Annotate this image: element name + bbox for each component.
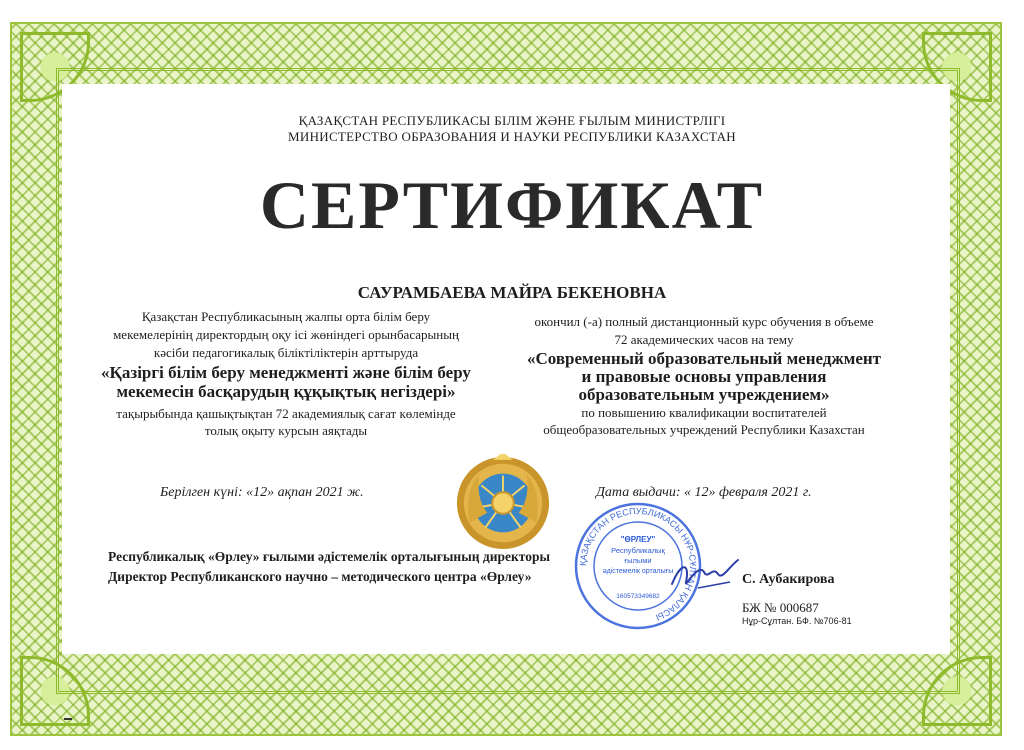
kz-text-line: мекемелерінің директордың оқу ісі жөніндегі орынбасарының xyxy=(113,327,459,342)
kz-text-line: тақырыбында қашықтықтан 72 академиялық сағат көлемінде xyxy=(116,406,456,421)
issue-date-ru: Дата выдачи: « 12» февраля 2021 г. xyxy=(596,485,812,500)
director-signature xyxy=(668,554,742,594)
recipient-name: САУРАМБАЕВА МАЙРА БЕКЕНОВНА xyxy=(357,283,667,302)
ru-course-title: образовательным учреждением» xyxy=(578,385,830,404)
ru-course-title: «Современный образовательный менеджмент xyxy=(526,349,882,368)
stamp-center-text: Республикалық xyxy=(611,546,665,555)
ru-text-line: по повышению квалификации воспитателей xyxy=(581,405,827,420)
ru-text-line: окончил (-а) полный дистанционный курс обучения в объеме xyxy=(534,314,874,329)
ru-text-line: общеобразовательных учреждений Республики Казахстан xyxy=(543,422,865,437)
kz-text-line: кәсіби педагогикалық біліктіліктерін арттыруда xyxy=(153,345,419,360)
director-title-ru: Директор Республиканского научно – методического центра «Өрлеу» xyxy=(108,569,532,584)
kz-text-line: Қазақстан Республикасының жалпы орта білім беру xyxy=(141,309,431,324)
director-title-kz: Республикалық «Өрлеу» ғылыми әдістемелік орталығының директоры xyxy=(108,549,551,564)
certificate-title: СЕРТИФИКАТ xyxy=(259,167,765,243)
certificate-number: БЖ № 000687 xyxy=(742,600,819,615)
kz-course-title: мекемесін басқарудың құқықтық негіздері» xyxy=(116,382,456,401)
ru-course-title: и правовые основы управления xyxy=(581,367,827,386)
kz-course-title: «Қазіргі білім беру менеджменті және білім беру xyxy=(101,363,471,382)
director-name: С. Аубакирова xyxy=(742,572,835,587)
stamp-bin-text: 160573349682 xyxy=(616,593,660,600)
stamp-center-text: әдістемелік орталығы xyxy=(602,568,674,575)
scan-mark xyxy=(64,718,72,720)
stamp-center-text: "ӨРЛЕУ" xyxy=(620,535,656,544)
state-emblem-icon xyxy=(454,454,552,552)
stamp-center-text: ғылыми xyxy=(624,556,652,565)
issue-date-kz: Берілген күні: «12» ақпан 2021 ж. xyxy=(160,485,364,500)
stamp-ring-text: ҚАЗАҚСТАН РЕСПУБЛИКАСЫ НҰР-СҰЛТАН ҚАЛАСЫ xyxy=(577,505,699,623)
print-info: Нұр-Сұлтан. БФ. №706-81 xyxy=(742,616,852,626)
kz-text-line: толық оқыту курсын аяқтады xyxy=(204,423,368,438)
ru-text-line: 72 академических часов на тему xyxy=(614,332,794,347)
ministry-name-kz: ҚАЗАҚСТАН РЕСПУБЛИКАСЫ БІЛІМ ЖӘНЕ ҒЫЛЫМ МИНИСТРЛІГІ xyxy=(298,113,726,128)
ministry-name-ru: МИНИСТЕРСТВО ОБРАЗОВАНИЯ И НАУКИ РЕСПУБЛИКИ КАЗАХСТАН xyxy=(288,129,736,144)
